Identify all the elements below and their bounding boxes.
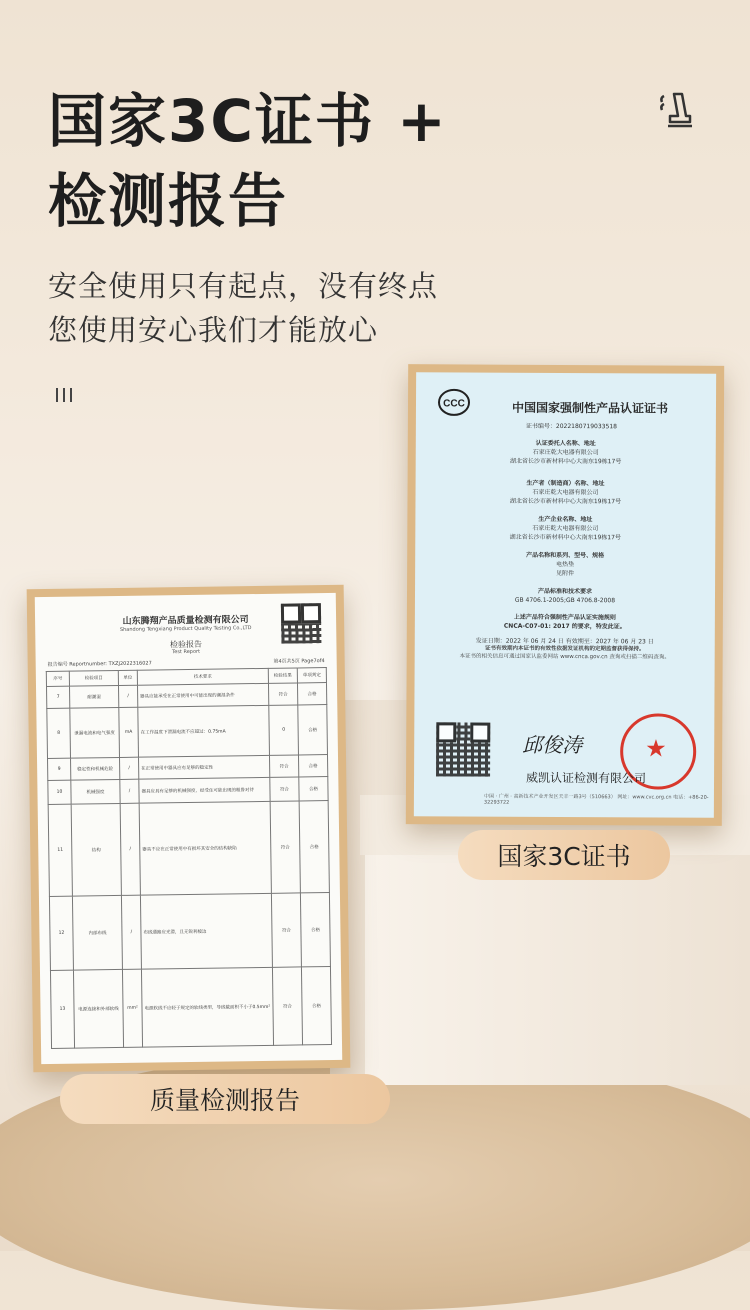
qr-code-icon	[436, 722, 490, 776]
svg-text:CCC: CCC	[443, 398, 465, 410]
certificate-section: 上述产品符合强制性产品认证实施规则 CNCA-C07-01: 2017 的要求，特发此证。	[503, 613, 626, 631]
certificate-org: 威凯认证检测有限公司	[526, 770, 647, 786]
certificate-section: 产品标准和技术要求 GB 4706.1-2005;GB 4706.8-2008	[514, 587, 616, 605]
report-meta	[48, 657, 325, 668]
table-cell: 7	[47, 686, 70, 708]
headline-line-1: 国家3C证书 +	[48, 87, 448, 155]
report-page: 第4页共5页 Page7of4	[273, 658, 325, 665]
report-label: 质量检测报告	[60, 1074, 390, 1124]
red-stamp-icon: ★	[620, 713, 696, 789]
certificate-section: 生产者（制造商）名称、地址 石家庄乾大电器有限公司 湖北省长沙市新材料中心大南东19栋17号	[509, 479, 622, 506]
table-cell: 合格	[301, 967, 331, 1045]
table-header: 单项判定	[297, 668, 326, 683]
subtitle-line-2: 您使用安心我们才能放心	[48, 313, 379, 347]
certificate-section: 认证委托人名称、地址 石家庄乾大电器有限公司 湖北省长沙市新材料中心大南东19栋17号	[510, 439, 622, 466]
signature: 邱俊涛	[522, 732, 583, 758]
table-cell: mm²	[122, 969, 142, 1047]
seat-logo-icon	[652, 88, 696, 132]
table-cell: 机械强度	[71, 779, 120, 804]
triple-bar-icon	[56, 388, 78, 402]
table-cell: /	[120, 803, 140, 895]
table-header: 序号	[46, 671, 69, 686]
table-cell: 符合	[270, 777, 299, 801]
table-cell: 在正常使用中器具应有足够的稳定性	[138, 755, 269, 779]
table-cell: 符合	[272, 967, 302, 1045]
certificate-frame	[406, 364, 724, 826]
table-cell: 合格	[297, 683, 326, 705]
table-cell: 在工作温度下泄漏电流不应超过：0.75mA	[138, 705, 270, 757]
qr-code-icon	[281, 603, 322, 644]
table-cell: 稳定性和机械危险	[71, 757, 120, 780]
table-cell: 8	[47, 708, 71, 758]
table-cell: /	[120, 757, 139, 779]
table-cell: 符合	[270, 801, 300, 893]
report-company-en: Shandong Tengxiang Product Quality Testing Co.,LTD	[119, 625, 252, 633]
report-title-en: Test Report	[171, 648, 201, 656]
pedestal-front	[365, 855, 750, 1085]
table-cell: 符合	[271, 893, 301, 967]
table-cell: 器具应能承受在正常使用中可能出现的潮湿条件	[137, 683, 268, 707]
certificate-paper	[414, 372, 716, 818]
table-cell: 电源连接和外部软线	[73, 969, 123, 1048]
table-cell: 符合	[268, 683, 297, 705]
table-cell: 器具应具有足够的机械强度，经受住可能出现的粗鲁对待	[139, 777, 270, 803]
table-cell: /	[118, 685, 137, 707]
table-cell: 12	[49, 896, 73, 970]
report-frame	[27, 585, 351, 1072]
table-header: 检验结果	[268, 668, 297, 683]
table-cell: 耐潮湿	[70, 685, 119, 708]
table-row	[49, 893, 330, 971]
table-cell: 9	[48, 758, 71, 780]
table-cell: 合格	[299, 801, 329, 893]
certificate-title: 中国国家强制性产品认证证书	[511, 400, 669, 416]
certificate-label: 国家3C证书	[458, 830, 670, 880]
table-row	[47, 705, 328, 759]
table-row	[48, 801, 329, 897]
table-row	[50, 967, 331, 1049]
table-header: 检验项目	[69, 670, 118, 686]
table-cell: 10	[48, 780, 71, 804]
table-cell: 结构	[71, 803, 121, 896]
table-cell: mA	[119, 707, 139, 757]
table-cell: 内部布线	[72, 895, 122, 970]
report-title: 检验报告	[169, 639, 202, 650]
table-header: 技术要求	[137, 668, 268, 685]
table-cell: 器具不应在正常使用中有损坏其安全的结构缺陷	[139, 801, 271, 895]
report-number: 报告编号 Reportnumber: TXZJ2022316027	[47, 660, 152, 668]
certificate-dates: 发证日期：2022 年 06 月 24 日 有效期至：2027 年 06 月 23 日	[475, 637, 654, 646]
table-cell: 电源软线不应轻于规定的软线类型，导线截面积不小于0.5mm²	[141, 967, 273, 1047]
table-cell: /	[121, 895, 141, 969]
table-cell: 合格	[298, 705, 328, 755]
report-table	[46, 667, 332, 1049]
certificate-section: 生产企业名称、地址 石家庄乾大电器有限公司 湖北省长沙市新材料中心大南东19栋17号	[509, 515, 621, 542]
headline-line-2: 检测报告	[48, 167, 289, 235]
subtitle-line-1: 安全使用只有起点，没有终点	[48, 269, 439, 303]
table-header: 单位	[118, 670, 137, 685]
table-cell: 0	[269, 705, 299, 755]
certificate-section: 产品名称和系列、型号、规格 电热垫 见附件	[526, 551, 605, 578]
report-company: 山东腾翔产品质量检测有限公司	[122, 615, 249, 627]
table-cell: 13	[50, 970, 74, 1048]
table-cell: 11	[48, 804, 72, 896]
table-cell: 合格	[298, 755, 327, 777]
table-cell: 合格	[299, 777, 328, 801]
table-cell: 布线通路应光滑，且无锐利棱边	[140, 893, 272, 969]
certificate-notice: 证书有效期内本证书的有效性依据发证机构的定期监督获得保持。 本证书的相关信息可通过国家认监委网站 www.cnca.gov.cn 查询或扫描二维码查询。	[459, 645, 670, 661]
certificate-number: 证书编号：2022180719033518	[525, 422, 617, 431]
table-cell: 合格	[300, 893, 330, 967]
report-paper	[35, 593, 342, 1064]
table-cell: 符合	[269, 755, 298, 777]
table-cell: /	[120, 779, 139, 803]
certificate-footer: 中国 · 广州 · 高新技术产业开发区天丰一路3号（510663） 网址：www.cvc.org.cn 电话：+86-20-32293722	[483, 793, 709, 806]
table-cell: 泄漏电流和电气强度	[70, 707, 120, 758]
